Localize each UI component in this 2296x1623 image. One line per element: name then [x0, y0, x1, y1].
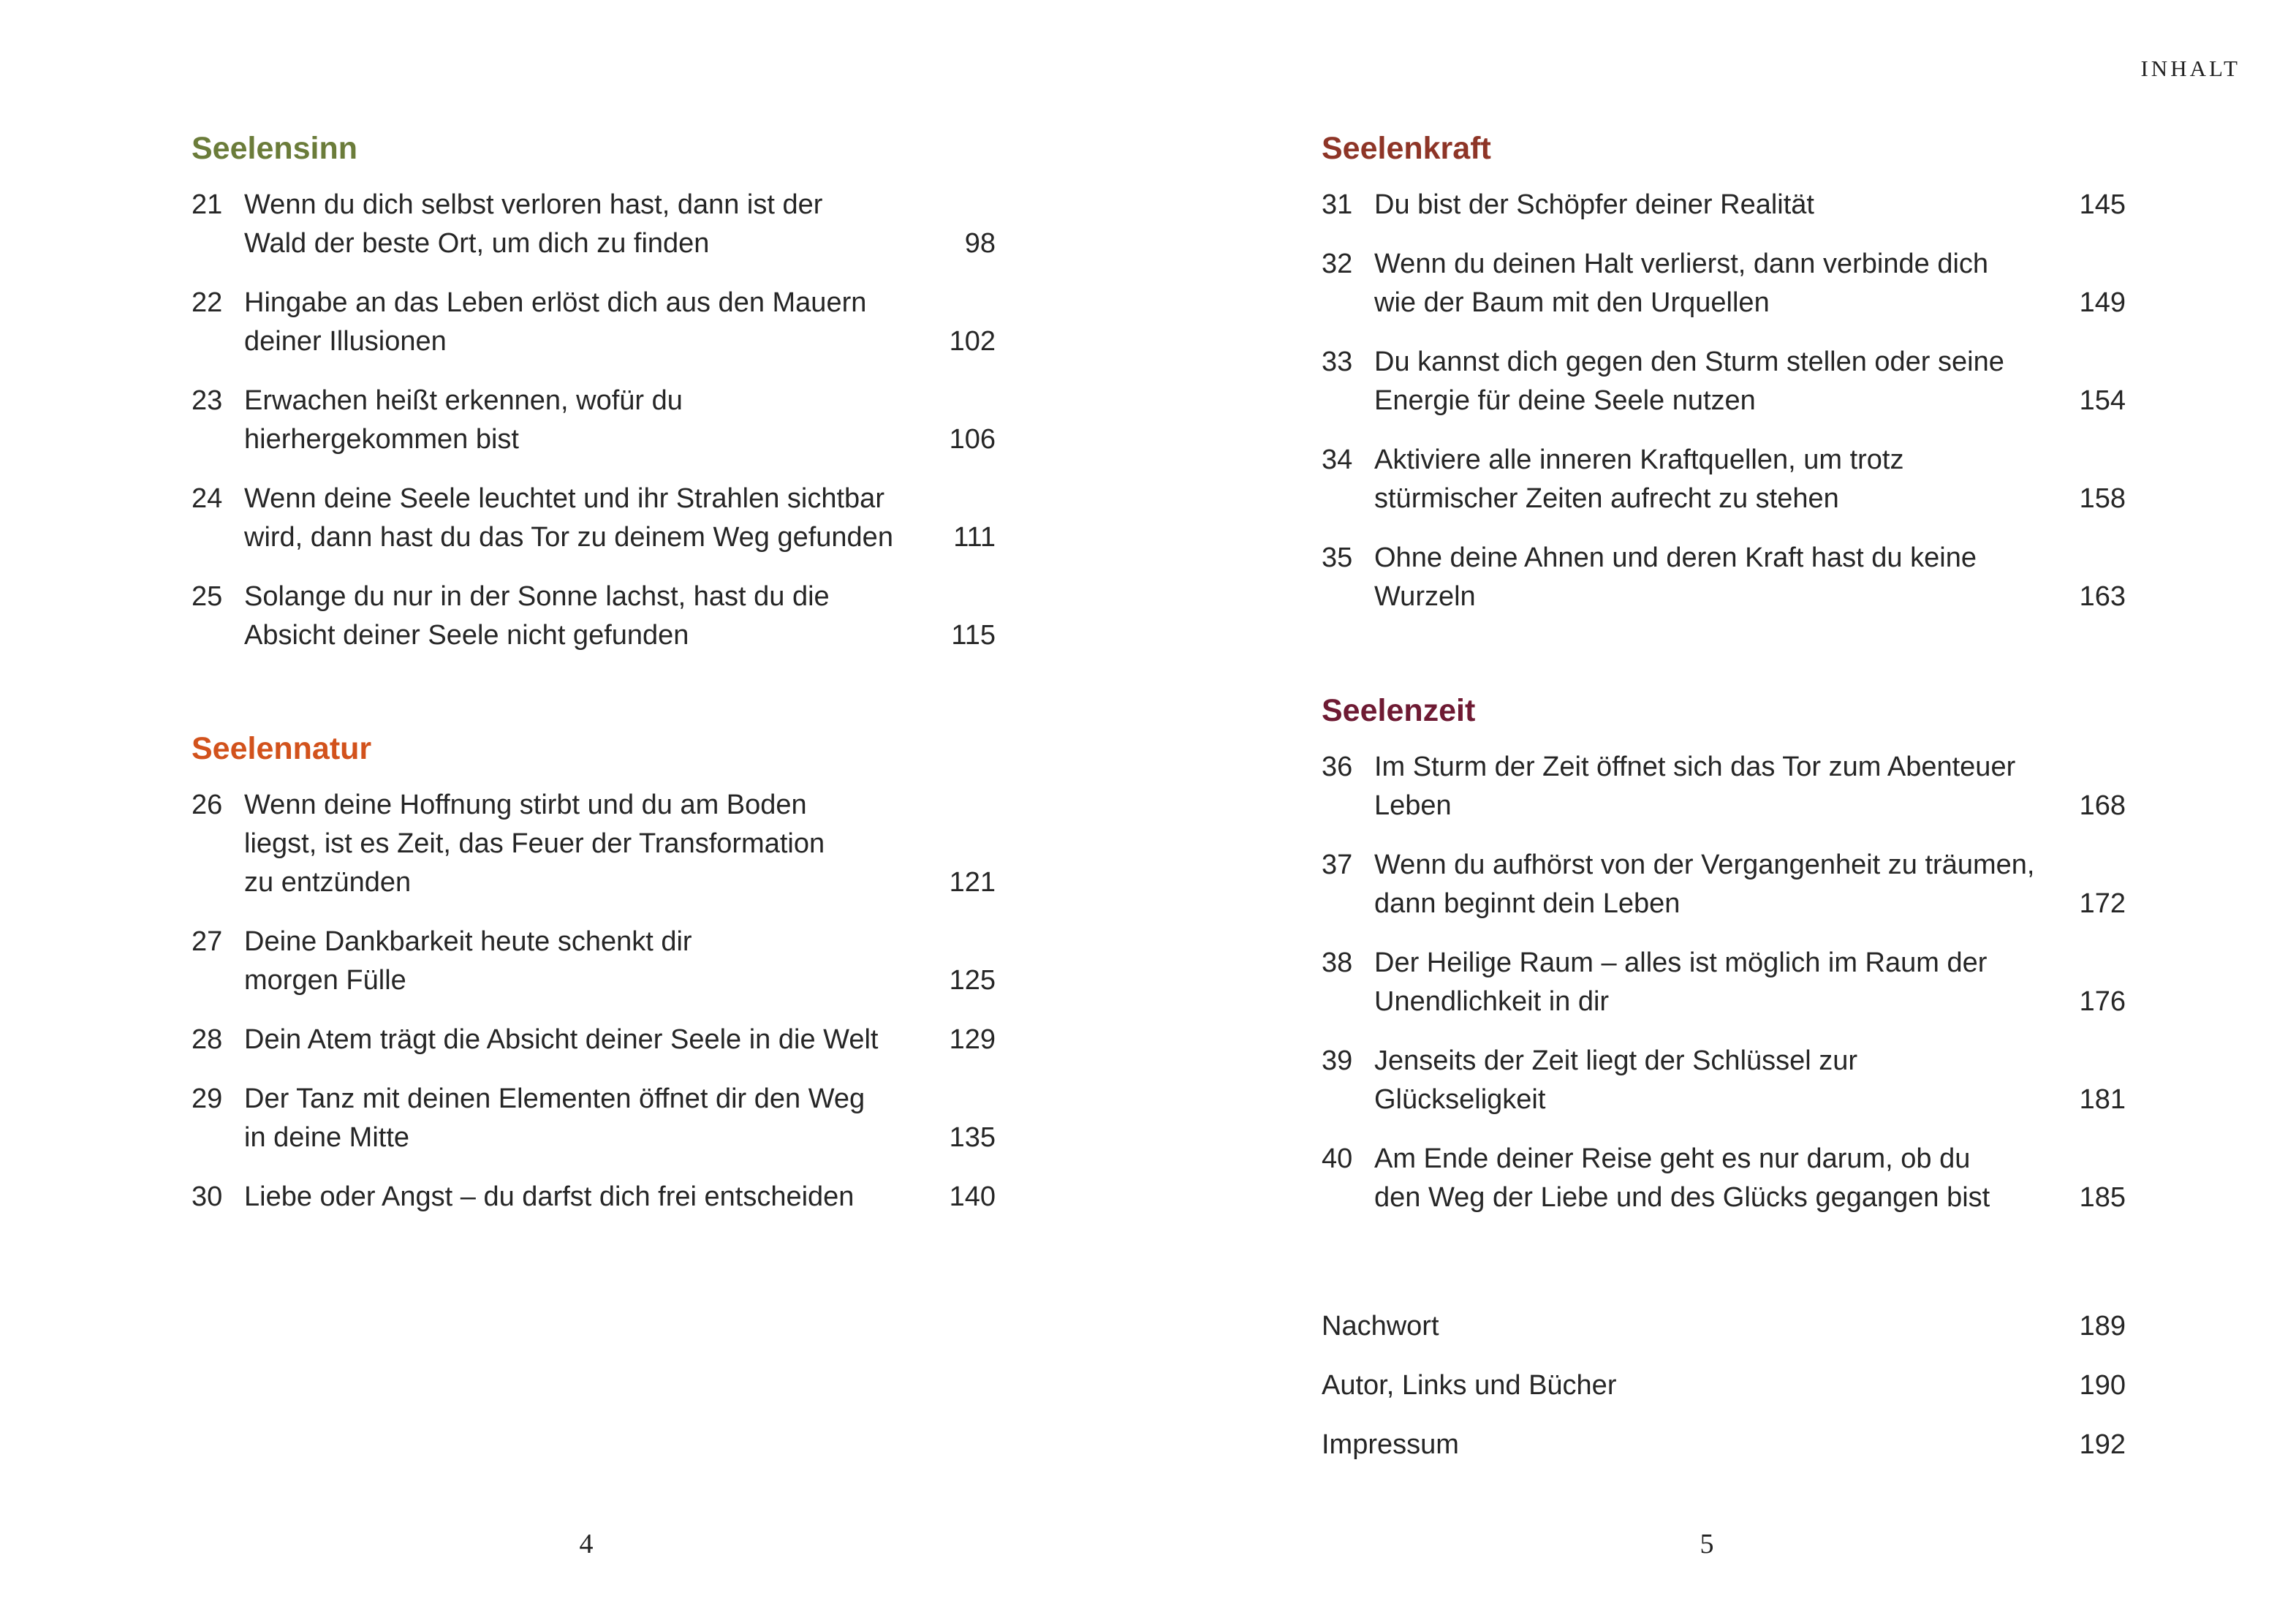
entry-number: 38: [1322, 947, 1353, 978]
entry-number: 33: [1322, 347, 1353, 377]
entry-title: Aktiviere alle inneren Kraftquellen, um trotz stürmischer Zeiten aufrecht zu stehen: [1374, 444, 1904, 514]
toc-entry[interactable]: [1322, 343, 2126, 420]
page-number-left: 4: [579, 1529, 594, 1559]
back-matter-entry[interactable]: [1322, 1307, 2126, 1346]
entry-number: 35: [1322, 542, 1353, 573]
entry-title: Autor, Links und Bücher: [1322, 1370, 1617, 1401]
entry-page: 163: [2079, 581, 2126, 612]
entry-title: Du bist der Schöpfer deiner Realität: [1374, 189, 1814, 220]
entry-title: Im Sturm der Zeit öffnet sich das Tor zum Abenteuer Leben: [1374, 752, 2016, 821]
entry-page: 115: [951, 620, 996, 651]
entry-title: Solange du nur in der Sonne lachst, hast du die Absicht deiner Seele nicht gefunden: [244, 581, 830, 651]
toc-entry[interactable]: [1322, 245, 2126, 322]
entry-number: 23: [192, 385, 223, 416]
entry-title: Hingabe an das Leben erlöst dich aus den Mauern deiner Illusionen: [244, 287, 867, 357]
entry-number: 30: [192, 1181, 223, 1212]
entry-page: 140: [949, 1181, 996, 1212]
entry-page: 168: [2079, 790, 2126, 821]
entry-page: 189: [2079, 1311, 2126, 1342]
entry-title: Wenn du aufhörst von der Vergangenheit zu träumen, dann beginnt dein Leben: [1374, 850, 2035, 919]
toc-entry[interactable]: [192, 923, 996, 1000]
section-seelensinn: [192, 128, 996, 676]
entry-page: 111: [953, 522, 996, 553]
entry-page: 176: [2079, 986, 2126, 1017]
entry-page: 145: [2079, 189, 2126, 220]
back-matter-entry[interactable]: [1322, 1366, 2126, 1405]
entry-page: 185: [2079, 1182, 2126, 1213]
entry-number: 39: [1322, 1045, 1353, 1076]
section-heading-seelenzeit: Seelenzeit: [1322, 693, 1476, 728]
entry-page: 149: [2079, 287, 2126, 318]
entry-number: 36: [1322, 752, 1353, 782]
section-seelennatur: [192, 728, 996, 1237]
entry-page: 129: [949, 1024, 996, 1055]
entry-title: Wenn deine Hoffnung stirbt und du am Boden liegst, ist es Zeit, das Feuer der Transformation zu entzünden: [244, 790, 825, 898]
toc-entry[interactable]: [1322, 944, 2126, 1021]
entry-number: 31: [1322, 189, 1353, 220]
toc-entry[interactable]: [192, 1080, 996, 1157]
entry-title: Wenn deine Seele leuchtet und ihr Strahlen sichtbar wird, dann hast du das Tor zu deinem Weg gefunden: [244, 483, 893, 553]
entry-number: 24: [192, 483, 223, 514]
entry-number: 34: [1322, 444, 1353, 475]
section-heading-seelenkraft: Seelenkraft: [1322, 131, 1491, 166]
toc-entry[interactable]: [1322, 539, 2126, 616]
toc-entry[interactable]: [192, 284, 996, 361]
toc-entry[interactable]: [1322, 186, 2126, 224]
entry-title: Ohne deine Ahnen und deren Kraft hast du keine Wurzeln: [1374, 542, 1977, 612]
section-seelenkraft: [1322, 128, 2126, 637]
toc-entry[interactable]: [1322, 441, 2126, 518]
toc-entry[interactable]: [1322, 1042, 2126, 1119]
entry-page: 190: [2079, 1370, 2126, 1401]
entry-number: 22: [192, 287, 223, 318]
entry-page: 98: [964, 228, 996, 259]
entry-page: 181: [2079, 1084, 2126, 1115]
entry-number: 32: [1322, 249, 1353, 279]
entry-number: 21: [192, 189, 223, 220]
entry-number: 28: [192, 1024, 223, 1055]
entry-page: 158: [2079, 483, 2126, 514]
entry-page: 121: [949, 867, 996, 898]
entry-title: Am Ende deiner Reise geht es nur darum, ob du den Weg der Liebe und des Glücks gegangen bist: [1374, 1143, 1990, 1213]
entry-page: 125: [949, 965, 996, 996]
entry-title: Jenseits der Zeit liegt der Schlüssel zur Glückseligkeit: [1374, 1045, 1858, 1115]
toc-entry[interactable]: [1322, 846, 2126, 923]
entry-number: 27: [192, 926, 223, 957]
page-number-right: 5: [1700, 1529, 1714, 1559]
entry-number: 26: [192, 790, 223, 820]
entry-page: 106: [949, 424, 996, 455]
entry-title: Liebe oder Angst – du darfst dich frei entscheiden: [244, 1181, 855, 1212]
toc-entry[interactable]: [192, 186, 996, 263]
entry-number: 29: [192, 1083, 223, 1114]
entry-title: Wenn du deinen Halt verlierst, dann verbinde dich wie der Baum mit den Urquellen: [1374, 249, 1989, 318]
toc-entry[interactable]: [192, 1178, 996, 1217]
entry-title: Wenn du dich selbst verloren hast, dann ist der Wald der beste Ort, um dich zu finden: [244, 189, 823, 259]
entry-title: Impressum: [1322, 1429, 1459, 1460]
section-heading-seelennatur: Seelennatur: [192, 731, 372, 766]
entry-title: Erwachen heißt erkennen, wofür du hierhergekommen bist: [244, 385, 683, 455]
entry-number: 37: [1322, 850, 1353, 880]
entry-title: Der Heilige Raum – alles ist möglich im Raum der Unendlichkeit in dir: [1374, 947, 1988, 1017]
toc-entry[interactable]: [192, 578, 996, 655]
section-heading-seelensinn: Seelensinn: [192, 131, 358, 166]
entry-page: 135: [949, 1122, 996, 1153]
toc-entry[interactable]: [192, 786, 996, 902]
toc-entry[interactable]: [1322, 748, 2126, 825]
right-page: [1148, 0, 2295, 1623]
entry-page: 192: [2079, 1429, 2126, 1460]
entry-page: 102: [949, 326, 996, 357]
entry-number: 25: [192, 581, 223, 612]
back-matter-list: [1322, 1307, 2126, 1485]
entry-title: Du kannst dich gegen den Sturm stellen oder seine Energie für deine Seele nutzen: [1374, 347, 2004, 416]
entry-title: Der Tanz mit deinen Elementen öffnet dir den Weg in deine Mitte: [244, 1083, 865, 1153]
entry-page: 154: [2079, 385, 2126, 416]
toc-entry[interactable]: [192, 1021, 996, 1059]
entry-number: 40: [1322, 1143, 1353, 1174]
entry-page: 172: [2079, 888, 2126, 919]
toc-entry[interactable]: [192, 382, 996, 459]
running-header: INHALT: [2140, 56, 2240, 81]
entry-title: Dein Atem trägt die Absicht deiner Seele in die Welt: [244, 1024, 879, 1055]
back-matter-entry[interactable]: [1322, 1426, 2126, 1464]
section-seelenzeit: [1322, 690, 2126, 1238]
toc-entry[interactable]: [192, 480, 996, 557]
toc-entry[interactable]: [1322, 1140, 2126, 1217]
entry-title: Nachwort: [1322, 1311, 1439, 1342]
entry-title: Deine Dankbarkeit heute schenkt dir morgen Fülle: [244, 926, 692, 996]
